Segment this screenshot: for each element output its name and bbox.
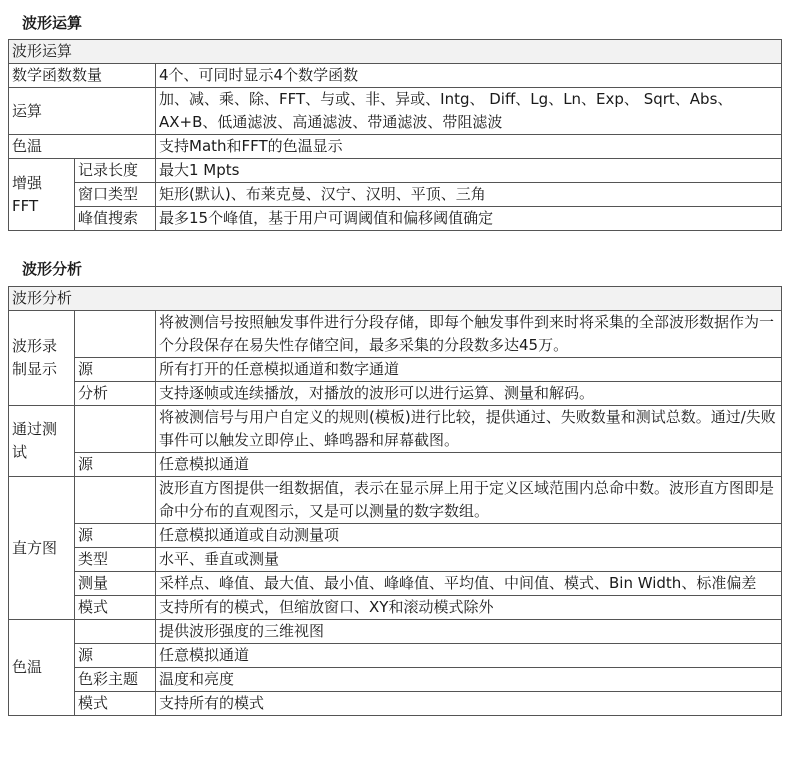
group-label-pass-fail: 通过测试 (9, 406, 75, 477)
table-row (9, 572, 782, 596)
sub-value-mode: 支持所有的模式，但缩放窗口、XY和滚动模式除外 (156, 596, 782, 620)
sub-value-source: 所有打开的任意模拟通道和数字通道 (156, 358, 782, 382)
row-label-math-count: 数学函数数量 (9, 64, 156, 88)
sub-value-source: 任意模拟通道 (156, 644, 782, 668)
sub-label-record-length: 记录长度 (75, 159, 156, 183)
sub-value-record-length: 最大1 Mpts (156, 159, 782, 183)
table-row (9, 406, 782, 453)
sub-label-color-theme: 色彩主题 (75, 668, 156, 692)
sub-value-color-theme: 温度和亮度 (156, 668, 782, 692)
table-row (9, 183, 782, 207)
sub-label-analysis: 分析 (75, 382, 156, 406)
sub-value-mode: 支持所有的模式 (156, 692, 782, 716)
table-row (9, 524, 782, 548)
table-row (9, 135, 782, 159)
table-header-row (9, 287, 782, 311)
sub-label-source: 源 (75, 524, 156, 548)
group-desc-color-temp: 提供波形强度的三维视图 (156, 620, 782, 644)
sub-value-source: 任意模拟通道 (156, 453, 782, 477)
row-value-operations: 加、减、乘、除、FFT、与或、非、异或、Intg、 Diff、Lg、Ln、Exp、 Sqrt、Abs、 AX+B、低通滤波、高通滤波、带通滤波、带阻滤波 (156, 88, 782, 135)
row-value-math-count: 4个、可同时显示4个数学函数 (156, 64, 782, 88)
table-row (9, 620, 782, 644)
sub-label-source: 源 (75, 453, 156, 477)
row-value-color-temp: 支持Math和FFT的色温显示 (156, 135, 782, 159)
table-row (9, 453, 782, 477)
sub-value-analysis: 支持逐帧或连续播放，对播放的波形可以进行运算、测量和解码。 (156, 382, 782, 406)
empty-cell (75, 477, 156, 524)
table-row (9, 358, 782, 382)
table-row (9, 668, 782, 692)
group-desc-segmented-record: 将被测信号按照触发事件进行分段存储，即每个触发事件到来时将采集的全部波形数据作为一个分段保存在易失性存储空间，最多采集的分段数多达45万。 (156, 311, 782, 358)
group-desc-pass-fail: 将被测信号与用户自定义的规则(模板)进行比较，提供通过、失败数量和测试总数。通过/失败事件可以触发立即停止、蜂鸣器和屏幕截图。 (156, 406, 782, 453)
sub-label-source: 源 (75, 644, 156, 668)
table-header: 波形运算 (9, 40, 782, 64)
empty-cell (75, 620, 156, 644)
table-row (9, 692, 782, 716)
row-label-enhanced-fft: 增强 FFT (9, 159, 75, 231)
sub-label-type: 类型 (75, 548, 156, 572)
sub-label-window-type: 窗口类型 (75, 183, 156, 207)
table-row (9, 88, 782, 135)
table-row (9, 159, 782, 183)
sub-value-type: 水平、垂直或测量 (156, 548, 782, 572)
sub-value-window-type: 矩形(默认)、布莱克曼、汉宁、汉明、平顶、三角 (156, 183, 782, 207)
sub-value-source: 任意模拟通道或自动测量项 (156, 524, 782, 548)
sub-label-mode: 模式 (75, 692, 156, 716)
sub-value-peak-search: 最多15个峰值，基于用户可调阈值和偏移阈值确定 (156, 207, 782, 231)
empty-cell (75, 406, 156, 453)
sub-label-measure: 测量 (75, 572, 156, 596)
group-label-histogram: 直方图 (9, 477, 75, 620)
table-row (9, 311, 782, 358)
group-label-segmented-record: 波形录制显示 (9, 311, 75, 406)
sub-value-measure: 采样点、峰值、最大值、最小值、峰峰值、平均值、中间值、模式、Bin Width、标准偏差 (156, 572, 782, 596)
row-label-color-temp: 色温 (9, 135, 156, 159)
table-header-row (9, 40, 782, 64)
table-row (9, 64, 782, 88)
table-row (9, 477, 782, 524)
table-row (9, 382, 782, 406)
section-title-waveform-analysis: 波形分析 (22, 260, 83, 278)
empty-cell (75, 311, 156, 358)
waveform-analysis-table (8, 286, 782, 716)
waveform-math-table (8, 39, 782, 231)
sub-label-source: 源 (75, 358, 156, 382)
section-title-waveform-math: 波形运算 (22, 14, 83, 32)
table-header: 波形分析 (9, 287, 782, 311)
group-desc-histogram: 波形直方图提供一组数据值，表示在显示屏上用于定义区域范围内总命中数。波形直方图即是命中分布的直观图示，又是可以测量的数字数组。 (156, 477, 782, 524)
group-label-color-temp: 色温 (9, 620, 75, 716)
table-row (9, 596, 782, 620)
table-row (9, 548, 782, 572)
table-row (9, 207, 782, 231)
table-row (9, 644, 782, 668)
sub-label-peak-search: 峰值搜索 (75, 207, 156, 231)
sub-label-mode: 模式 (75, 596, 156, 620)
row-label-operations: 运算 (9, 88, 156, 135)
